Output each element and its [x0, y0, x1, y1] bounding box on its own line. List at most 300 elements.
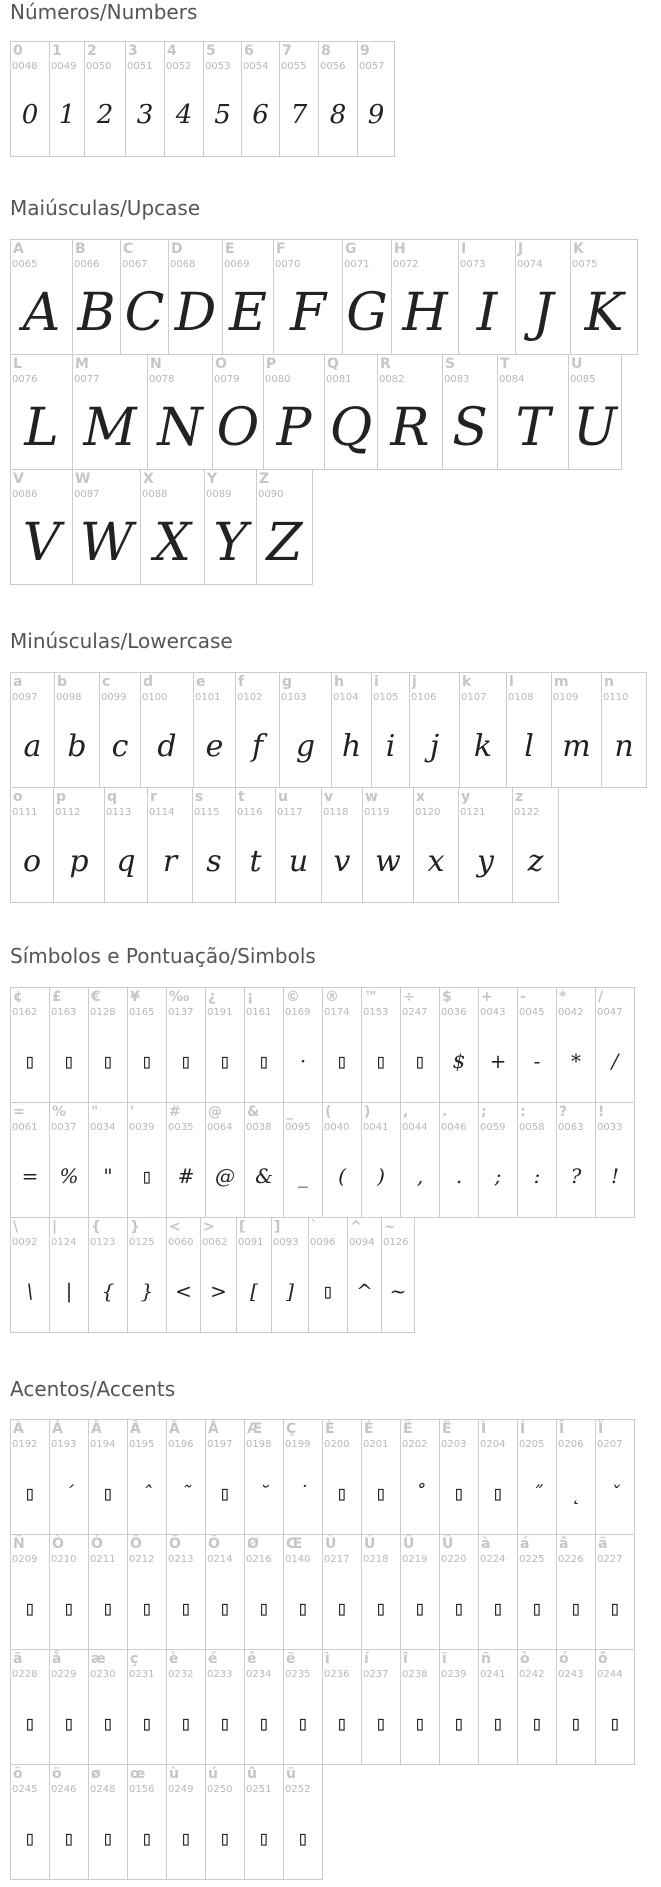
glyph-preview: r: [162, 843, 178, 879]
glyph-char-label: ~: [384, 1219, 396, 1235]
glyph-char-label: ¢: [13, 989, 23, 1005]
glyph-code-label: 0073: [460, 259, 486, 270]
glyph-char-label: ù: [169, 1766, 179, 1782]
glyph-cell: [478, 1534, 518, 1650]
glyph-preview: 3: [136, 100, 154, 130]
glyph-char-label: u: [278, 789, 288, 805]
missing-glyph-icon: ▯: [296, 1826, 310, 1850]
glyph-preview: n: [614, 728, 634, 764]
glyph-code-label: 0115: [194, 807, 220, 818]
glyph-char-label: æ: [91, 1651, 106, 1667]
glyph-cell: [458, 787, 513, 903]
glyph-code-label: 0090: [258, 489, 284, 500]
missing-glyph-icon: ▯: [452, 1711, 466, 1735]
glyph-code-label: 0247: [402, 1007, 428, 1018]
glyph-cell: [10, 987, 50, 1103]
glyph-preview: ~: [389, 1279, 407, 1303]
glyph-cell: [244, 1534, 284, 1650]
glyph-cell: [53, 787, 105, 903]
glyph-char-label: e: [196, 674, 206, 690]
glyph-preview: ": [103, 1164, 113, 1188]
glyph-cell: [517, 987, 557, 1103]
glyph-code-label: 0231: [129, 1669, 155, 1680]
glyph-preview: G: [346, 283, 388, 343]
glyph-code-label: 0053: [205, 61, 231, 72]
glyph-code-label: 0082: [379, 374, 405, 385]
glyph-char-label: Û: [403, 1536, 415, 1552]
glyph-cell: [497, 354, 569, 470]
glyph-preview: 4: [175, 100, 193, 130]
glyph-char-label: £: [52, 989, 62, 1005]
glyph-cell: [478, 987, 518, 1103]
glyph-cell: [49, 1649, 89, 1765]
glyph-cell: [205, 1102, 245, 1218]
glyph-preview: @: [215, 1164, 235, 1188]
glyph-cell: [318, 41, 358, 157]
missing-glyph-icon: ▯: [374, 1711, 388, 1735]
missing-glyph-icon: ▯: [257, 1826, 271, 1850]
glyph-char-label: h: [334, 674, 344, 690]
missing-glyph-icon: ▯: [296, 1596, 310, 1620]
missing-glyph-icon: ▯: [101, 1481, 115, 1505]
glyph-char-label: A: [13, 241, 24, 257]
glyph-preview: J: [532, 283, 554, 343]
glyph-code-label: 0038: [246, 1122, 272, 1133]
glyph-cell: [10, 1217, 50, 1333]
glyph-code-label: 0034: [90, 1122, 116, 1133]
glyph-code-label: 0251: [246, 1784, 272, 1795]
glyph-char-label: Â: [91, 1421, 102, 1437]
glyph-char-label: é: [208, 1651, 218, 1667]
glyph-code-label: 0195: [129, 1439, 155, 1450]
glyph-preview: E: [229, 283, 267, 343]
glyph-cell: [125, 41, 165, 157]
glyph-code-label: 0040: [324, 1122, 350, 1133]
glyph-cell: [127, 1534, 167, 1650]
glyph-code-label: 0111: [12, 807, 38, 818]
glyph-cell: [324, 354, 378, 470]
glyph-code-label: 0110: [603, 692, 629, 703]
glyph-code-label: 0106: [411, 692, 437, 703]
glyph-grid-symbols: [10, 987, 655, 1332]
glyph-cell: [127, 1649, 167, 1765]
glyph-char-label: Q: [327, 356, 339, 372]
glyph-code-label: 0238: [402, 1669, 428, 1680]
glyph-code-label: 0058: [519, 1122, 545, 1133]
section-title-accents: Acentos/Accents: [10, 1377, 176, 1401]
glyph-code-label: 0087: [74, 489, 100, 500]
glyph-cell: [283, 1102, 323, 1218]
glyph-code-label: 0059: [480, 1122, 506, 1133]
missing-glyph-icon: ▯: [335, 1481, 349, 1505]
glyph-char-label: T: [500, 356, 510, 372]
glyph-code-label: 0174: [324, 1007, 350, 1018]
missing-glyph-icon: ▯: [530, 1596, 544, 1620]
glyph-char-label: É: [364, 1421, 374, 1437]
glyph-char-label: Å: [208, 1421, 219, 1437]
missing-glyph-icon: ▯: [101, 1049, 115, 1073]
glyph-char-label: ©: [286, 989, 300, 1005]
glyph-char-label: }: [130, 1219, 140, 1235]
glyph-char-label: È: [325, 1421, 335, 1437]
glyph-cell: [263, 354, 325, 470]
glyph-preview: o: [22, 843, 42, 879]
glyph-cell: [322, 1649, 362, 1765]
glyph-preview: B: [77, 283, 116, 343]
glyph-code-label: 0163: [51, 1007, 77, 1018]
glyph-code-label: 0114: [149, 807, 175, 818]
glyph-code-label: 0161: [246, 1007, 272, 1018]
glyph-cell: [322, 1102, 362, 1218]
glyph-preview: k: [473, 728, 493, 764]
missing-glyph-icon: ▯: [491, 1711, 505, 1735]
glyph-char-label: o: [13, 789, 23, 805]
glyph-char-label: M: [75, 356, 89, 372]
glyph-preview: ·: [299, 1049, 307, 1073]
missing-glyph-icon: ▯: [491, 1596, 505, 1620]
glyph-char-label: ú: [208, 1766, 218, 1782]
glyph-char-label: ": [91, 1104, 99, 1120]
missing-glyph-icon: ▯: [608, 1711, 622, 1735]
glyph-code-label: 0036: [441, 1007, 467, 1018]
glyph-cell: [88, 1764, 128, 1880]
glyph-preview: i: [385, 728, 396, 764]
missing-glyph-icon: ▯: [62, 1826, 76, 1850]
glyph-char-label: ë: [286, 1651, 296, 1667]
glyph-code-label: 0075: [572, 259, 598, 270]
glyph-char-label: í: [364, 1651, 369, 1667]
glyph-char-label: ï: [442, 1651, 447, 1667]
glyph-code-label: 0096: [310, 1237, 336, 1248]
glyph-char-label: &: [247, 1104, 260, 1120]
glyph-cell: [595, 1534, 635, 1650]
missing-glyph-icon: ▯: [257, 1049, 271, 1073]
glyph-char-label: Ã: [130, 1421, 141, 1437]
glyph-cell: [140, 469, 205, 585]
glyph-cell: [88, 1419, 128, 1535]
glyph-char-label: U: [571, 356, 583, 372]
missing-glyph-icon: ▯: [101, 1711, 115, 1735]
glyph-cell: [88, 987, 128, 1103]
glyph-preview: ?: [570, 1164, 582, 1188]
glyph-cell: [400, 987, 440, 1103]
glyph-char-label: ñ: [481, 1651, 491, 1667]
glyph-char-label: y: [461, 789, 471, 805]
glyph-cell: [400, 1419, 440, 1535]
missing-glyph-icon: ▯: [23, 1481, 37, 1505]
glyph-cell: [256, 469, 313, 585]
glyph-cell: [439, 1419, 479, 1535]
missing-glyph-icon: ▯: [62, 1596, 76, 1620]
glyph-code-label: 0200: [324, 1439, 350, 1450]
glyph-char-label: >: [203, 1219, 215, 1235]
glyph-code-label: 0099: [101, 692, 127, 703]
glyph-code-label: 0060: [168, 1237, 194, 1248]
glyph-char-label: [: [239, 1219, 246, 1235]
glyph-code-label: 0102: [237, 692, 263, 703]
glyph-char-label: g: [282, 674, 293, 690]
glyph-char-label: #: [169, 1104, 181, 1120]
glyph-char-label: f: [238, 674, 245, 690]
glyph-char-label: ó: [559, 1651, 569, 1667]
glyph-preview: V: [22, 513, 61, 573]
glyph-cell: [409, 672, 460, 788]
glyph-preview: R: [390, 398, 430, 458]
missing-glyph-icon: ▯: [530, 1711, 544, 1735]
glyph-code-label: 0246: [51, 1784, 77, 1795]
glyph-char-label: *: [559, 989, 567, 1005]
glyph-code-label: 0232: [168, 1669, 194, 1680]
glyph-char-label: 6: [244, 43, 254, 59]
missing-glyph-icon: ▯: [140, 1711, 154, 1735]
glyph-char-label: ¿: [208, 989, 217, 1005]
glyph-char-label: I: [461, 241, 467, 257]
glyph-preview: c: [111, 728, 129, 764]
glyph-cell: [10, 1102, 50, 1218]
glyph-char-label: {: [91, 1219, 101, 1235]
missing-glyph-icon: ▯: [140, 1826, 154, 1850]
glyph-char-label: k: [462, 674, 472, 690]
glyph-preview: ˝: [532, 1481, 542, 1505]
glyph-code-label: 0104: [333, 692, 359, 703]
glyph-cell: [72, 469, 141, 585]
glyph-preview: &: [255, 1164, 273, 1188]
glyph-code-label: 0205: [519, 1439, 545, 1450]
glyph-char-label: À: [13, 1421, 24, 1437]
glyph-char-label: Ô: [130, 1536, 142, 1552]
glyph-preview: [: [250, 1279, 258, 1303]
glyph-char-label: v: [324, 789, 334, 805]
glyph-code-label: 0252: [285, 1784, 311, 1795]
missing-glyph-icon: ▯: [179, 1049, 193, 1073]
glyph-char-label: ã: [598, 1536, 608, 1552]
glyph-preview: s: [206, 843, 222, 879]
glyph-code-label: 0228: [12, 1669, 38, 1680]
glyph-char-label: Ñ: [13, 1536, 25, 1552]
glyph-char-label: -: [520, 989, 526, 1005]
glyph-code-label: 0042: [558, 1007, 584, 1018]
glyph-cell: [49, 1419, 89, 1535]
glyph-code-label: 0211: [90, 1554, 116, 1565]
missing-glyph-icon: ▯: [374, 1049, 388, 1073]
missing-glyph-icon: ▯: [257, 1596, 271, 1620]
glyph-code-label: 0097: [12, 692, 38, 703]
glyph-preview: ^: [356, 1279, 373, 1303]
glyph-code-label: 0242: [519, 1669, 545, 1680]
glyph-cell: [10, 1764, 50, 1880]
glyph-code-label: 0105: [373, 692, 399, 703]
glyph-code-label: 0046: [441, 1122, 467, 1133]
glyph-char-label: Ù: [325, 1536, 337, 1552]
glyph-code-label: 0050: [86, 61, 112, 72]
glyph-cell: [442, 354, 498, 470]
glyph-cell: [166, 1102, 206, 1218]
glyph-preview: 1: [58, 100, 76, 130]
glyph-grid-upcase: [10, 239, 650, 584]
glyph-code-label: 0044: [402, 1122, 428, 1133]
glyph-cell: [357, 41, 395, 157]
glyph-char-label: Œ: [286, 1536, 303, 1552]
glyph-code-label: 0237: [363, 1669, 389, 1680]
glyph-preview: d: [157, 728, 177, 764]
glyph-preview: $: [452, 1049, 466, 1073]
glyph-char-label: Õ: [169, 1536, 181, 1552]
glyph-code-label: 0165: [129, 1007, 155, 1018]
glyph-code-label: 0077: [74, 374, 100, 385]
glyph-preview: Q: [329, 398, 373, 458]
glyph-cell: [512, 787, 559, 903]
glyph-cell: [361, 1534, 401, 1650]
glyph-cell: [556, 987, 596, 1103]
glyph-code-label: 0191: [207, 1007, 233, 1018]
glyph-cell: [127, 1102, 167, 1218]
glyph-preview: 7: [290, 100, 308, 130]
missing-glyph-icon: ▯: [257, 1711, 271, 1735]
glyph-code-label: 0126: [383, 1237, 409, 1248]
glyph-code-label: 0063: [558, 1122, 584, 1133]
glyph-char-label: j: [412, 674, 417, 690]
missing-glyph-icon: ▯: [491, 1481, 505, 1505]
glyph-preview: 8: [329, 100, 347, 130]
glyph-preview: U: [573, 398, 617, 458]
glyph-preview: j: [429, 728, 440, 764]
glyph-char-label: m: [554, 674, 569, 690]
glyph-cell: [166, 1534, 206, 1650]
glyph-code-label: 0153: [363, 1007, 389, 1018]
glyph-code-label: 0070: [275, 259, 301, 270]
glyph-cell: [164, 41, 204, 157]
glyph-cell: [49, 1764, 89, 1880]
glyph-cell: [205, 1534, 245, 1650]
glyph-cell: [478, 1102, 518, 1218]
glyph-char-label: l: [509, 674, 514, 690]
glyph-cell: [104, 787, 148, 903]
glyph-preview: ;: [494, 1164, 502, 1188]
glyph-code-label: 0112: [55, 807, 81, 818]
glyph-char-label: @: [208, 1104, 222, 1120]
glyph-cell: [49, 1534, 89, 1650]
glyph-cell: [203, 41, 242, 157]
glyph-char-label: ¥: [130, 989, 140, 1005]
glyph-char-label: à: [481, 1536, 491, 1552]
glyph-code-label: 0116: [237, 807, 263, 818]
glyph-cell: [241, 41, 280, 157]
glyph-char-label: ê: [247, 1651, 257, 1667]
glyph-char-label: `: [311, 1219, 318, 1235]
glyph-cell: [166, 1419, 206, 1535]
glyph-preview: .: [455, 1164, 463, 1188]
glyph-char-label: ò: [520, 1651, 530, 1667]
glyph-cell: [506, 672, 552, 788]
glyph-char-label: C: [123, 241, 134, 257]
glyph-code-label: 0061: [12, 1122, 38, 1133]
glyph-char-label: $: [442, 989, 452, 1005]
glyph-char-label: õ: [13, 1766, 23, 1782]
glyph-cell: [72, 239, 121, 355]
glyph-cell: [556, 1534, 596, 1650]
glyph-cell: [478, 1419, 518, 1535]
glyph-preview: v: [333, 843, 351, 879]
glyph-cell: [10, 469, 73, 585]
glyph-code-label: 0213: [168, 1554, 194, 1565]
glyph-code-label: 0244: [597, 1669, 623, 1680]
glyph-code-label: 0043: [480, 1007, 506, 1018]
glyph-char-label: Ç: [286, 1421, 297, 1437]
glyph-char-label: J: [518, 241, 524, 257]
glyph-char-label: Ó: [91, 1536, 103, 1552]
glyph-char-label: Ø: [247, 1536, 259, 1552]
glyph-preview: _: [298, 1164, 308, 1188]
glyph-char-label: B: [75, 241, 86, 257]
glyph-cell: [166, 1649, 206, 1765]
glyph-preview: {: [101, 1279, 115, 1303]
glyph-char-label: â: [559, 1536, 569, 1552]
glyph-cell: [72, 354, 148, 470]
glyph-cell: [49, 1217, 89, 1333]
glyph-char-label: (: [325, 1104, 332, 1120]
glyph-cell: [377, 354, 443, 470]
glyph-preview: %: [59, 1164, 79, 1188]
glyph-code-label: 0080: [265, 374, 291, 385]
glyph-cell: [322, 987, 362, 1103]
glyph-char-label: W: [75, 471, 91, 487]
glyph-preview: H: [402, 283, 448, 343]
glyph-cell: [439, 1649, 479, 1765]
glyph-cell: [120, 239, 169, 355]
glyph-code-label: 0119: [364, 807, 390, 818]
glyph-code-label: 0125: [129, 1237, 155, 1248]
glyph-code-label: 0113: [106, 807, 132, 818]
missing-glyph-icon: ▯: [23, 1049, 37, 1073]
glyph-cell: [127, 1217, 167, 1333]
missing-glyph-icon: ▯: [374, 1481, 388, 1505]
glyph-code-label: 0206: [558, 1439, 584, 1450]
glyph-code-label: 0197: [207, 1439, 233, 1450]
glyph-char-label: +: [481, 989, 493, 1005]
glyph-preview: ˆ: [142, 1481, 152, 1505]
glyph-char-label: Y: [207, 471, 218, 487]
glyph-cell: [204, 469, 257, 585]
glyph-code-label: 0214: [207, 1554, 233, 1565]
missing-glyph-icon: ▯: [335, 1049, 349, 1073]
glyph-code-label: 0198: [246, 1439, 272, 1450]
glyph-cell: [235, 787, 276, 903]
glyph-char-label: 3: [128, 43, 138, 59]
glyph-preview: m: [562, 728, 591, 764]
glyph-char-label: 1: [52, 43, 62, 59]
glyph-char-label: î: [403, 1651, 408, 1667]
glyph-char-label: F: [276, 241, 286, 257]
glyph-char-label: ]: [274, 1219, 281, 1235]
glyph-preview: W: [79, 513, 134, 573]
glyph-cell: [147, 354, 213, 470]
glyph-cell: [88, 1217, 128, 1333]
glyph-code-label: 0248: [90, 1784, 116, 1795]
glyph-preview: P: [276, 398, 312, 458]
missing-glyph-icon: ▯: [413, 1049, 427, 1073]
glyph-code-label: 0137: [168, 1007, 194, 1018]
glyph-preview: a: [23, 728, 42, 764]
glyph-char-label: 9: [360, 43, 370, 59]
glyph-code-label: 0085: [570, 374, 596, 385]
glyph-char-label: s: [195, 789, 204, 805]
glyph-code-label: 0156: [129, 1784, 155, 1795]
glyph-code-label: 0056: [320, 61, 346, 72]
missing-glyph-icon: ▯: [23, 1711, 37, 1735]
glyph-code-label: 0079: [214, 374, 240, 385]
glyph-preview: \: [26, 1279, 34, 1303]
glyph-cell: [459, 672, 507, 788]
